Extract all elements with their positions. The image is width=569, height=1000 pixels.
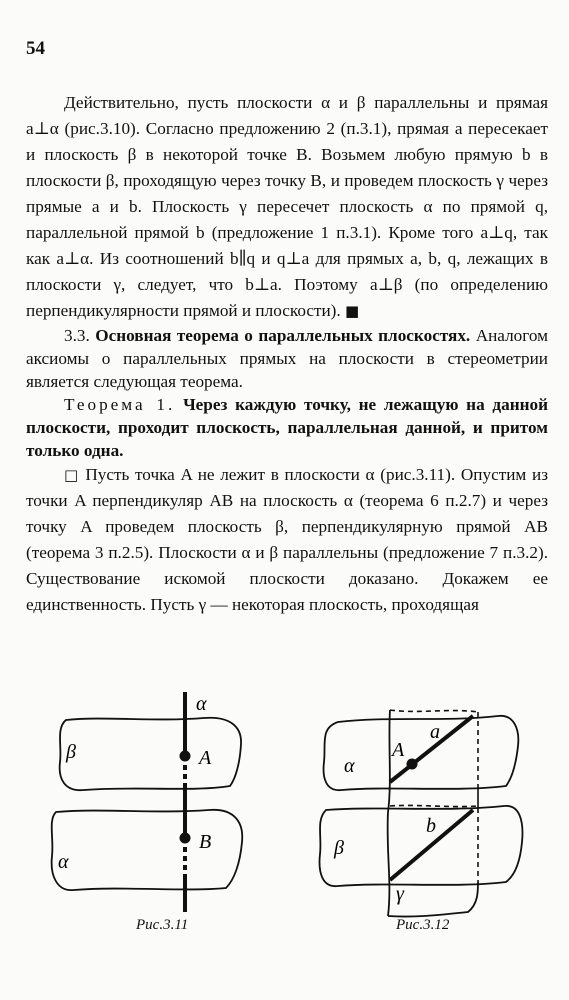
caption-3-11: Рис.3.11 (136, 917, 189, 933)
label-alpha: α (344, 755, 355, 777)
proof-text: Пусть точка A не лежит в плоскости α (рис.3.11). Опустим из точки A перпендикуляр AB на плоскость α (теорема 6 п.2.7) и через точку A проведем плоскость β, перпендикулярную прямой AB (теорема 3 п.2.5). Плоскости α и β параллельны (предложение 7 п.3.2). Существование искомой плоскости доказано. Докажем ее единственность. Пусть γ — некоторая плоскость, проходящая (26, 465, 548, 614)
plane-alpha (52, 810, 243, 890)
label-point-a: A (199, 747, 212, 769)
label-point-b: B (199, 831, 212, 853)
label-beta: β (334, 837, 344, 859)
plane-beta (60, 718, 241, 790)
label-line-alpha: α (196, 693, 207, 715)
point-a (180, 751, 191, 762)
label-line-b: b (426, 815, 436, 837)
section-title: Основная теорема о параллельных плоскостях. (95, 326, 471, 345)
paragraph-1 (26, 90, 548, 324)
label-gamma: γ (396, 883, 404, 905)
plane-alpha (324, 716, 519, 790)
theorem-statement: Через каждую точку, не лежащую на данной плоскости, проходит плоскость, параллельная данной, и притом только одна. (26, 395, 549, 460)
label-beta: β (66, 741, 76, 763)
point-a (407, 759, 418, 770)
paragraph-1-text: Действительно, пусть плоскости α и β параллельны и прямая a⊥α (рис.3.10). Согласно предложению 2 (п.3.1), прямая a пересекает и плоскость β в некоторой точке B. Возьмем любую прямую b в плоскости β, проходящую через точку B, и проведем плоскость γ через прямые a и b. Плоскость γ пересечет плоскость α по прямой q, параллельной прямой b (предложение 1 п.3.1). Кроме того a⊥q, так как a⊥α. Из соотношений b∥q и q⊥a для прямых a, b, q, лежащих в плоскости γ, следует, что b⊥a. Поэтому a⊥β (по определению перпендикулярности прямой и плоскости). (26, 93, 548, 320)
plane-gamma-mid (390, 805, 478, 806)
theorem-label: Теорема 1. (64, 395, 176, 414)
section-3-3 (26, 324, 548, 393)
section-number: 3.3. (64, 326, 90, 345)
plane-beta (320, 806, 523, 886)
point-b (180, 833, 191, 844)
body-text (26, 90, 548, 618)
proof-start-icon: □ (64, 466, 80, 484)
figure-3-11 (44, 682, 274, 942)
label-alpha: α (58, 851, 69, 873)
page-number: 54 (26, 38, 45, 59)
section-text: Аналогом аксиомы о параллельных прямых на плоскости в стереометрии является следующая теорема. (26, 326, 549, 391)
theorem-1 (26, 393, 548, 462)
label-line-a: a (430, 721, 440, 743)
figure-3-12 (308, 682, 538, 942)
caption-3-12: Рис.3.12 (396, 917, 450, 933)
plane-gamma-top (390, 710, 478, 712)
proof (26, 462, 548, 618)
label-point-a: A (392, 739, 405, 761)
qed-icon: ■ (345, 302, 360, 320)
